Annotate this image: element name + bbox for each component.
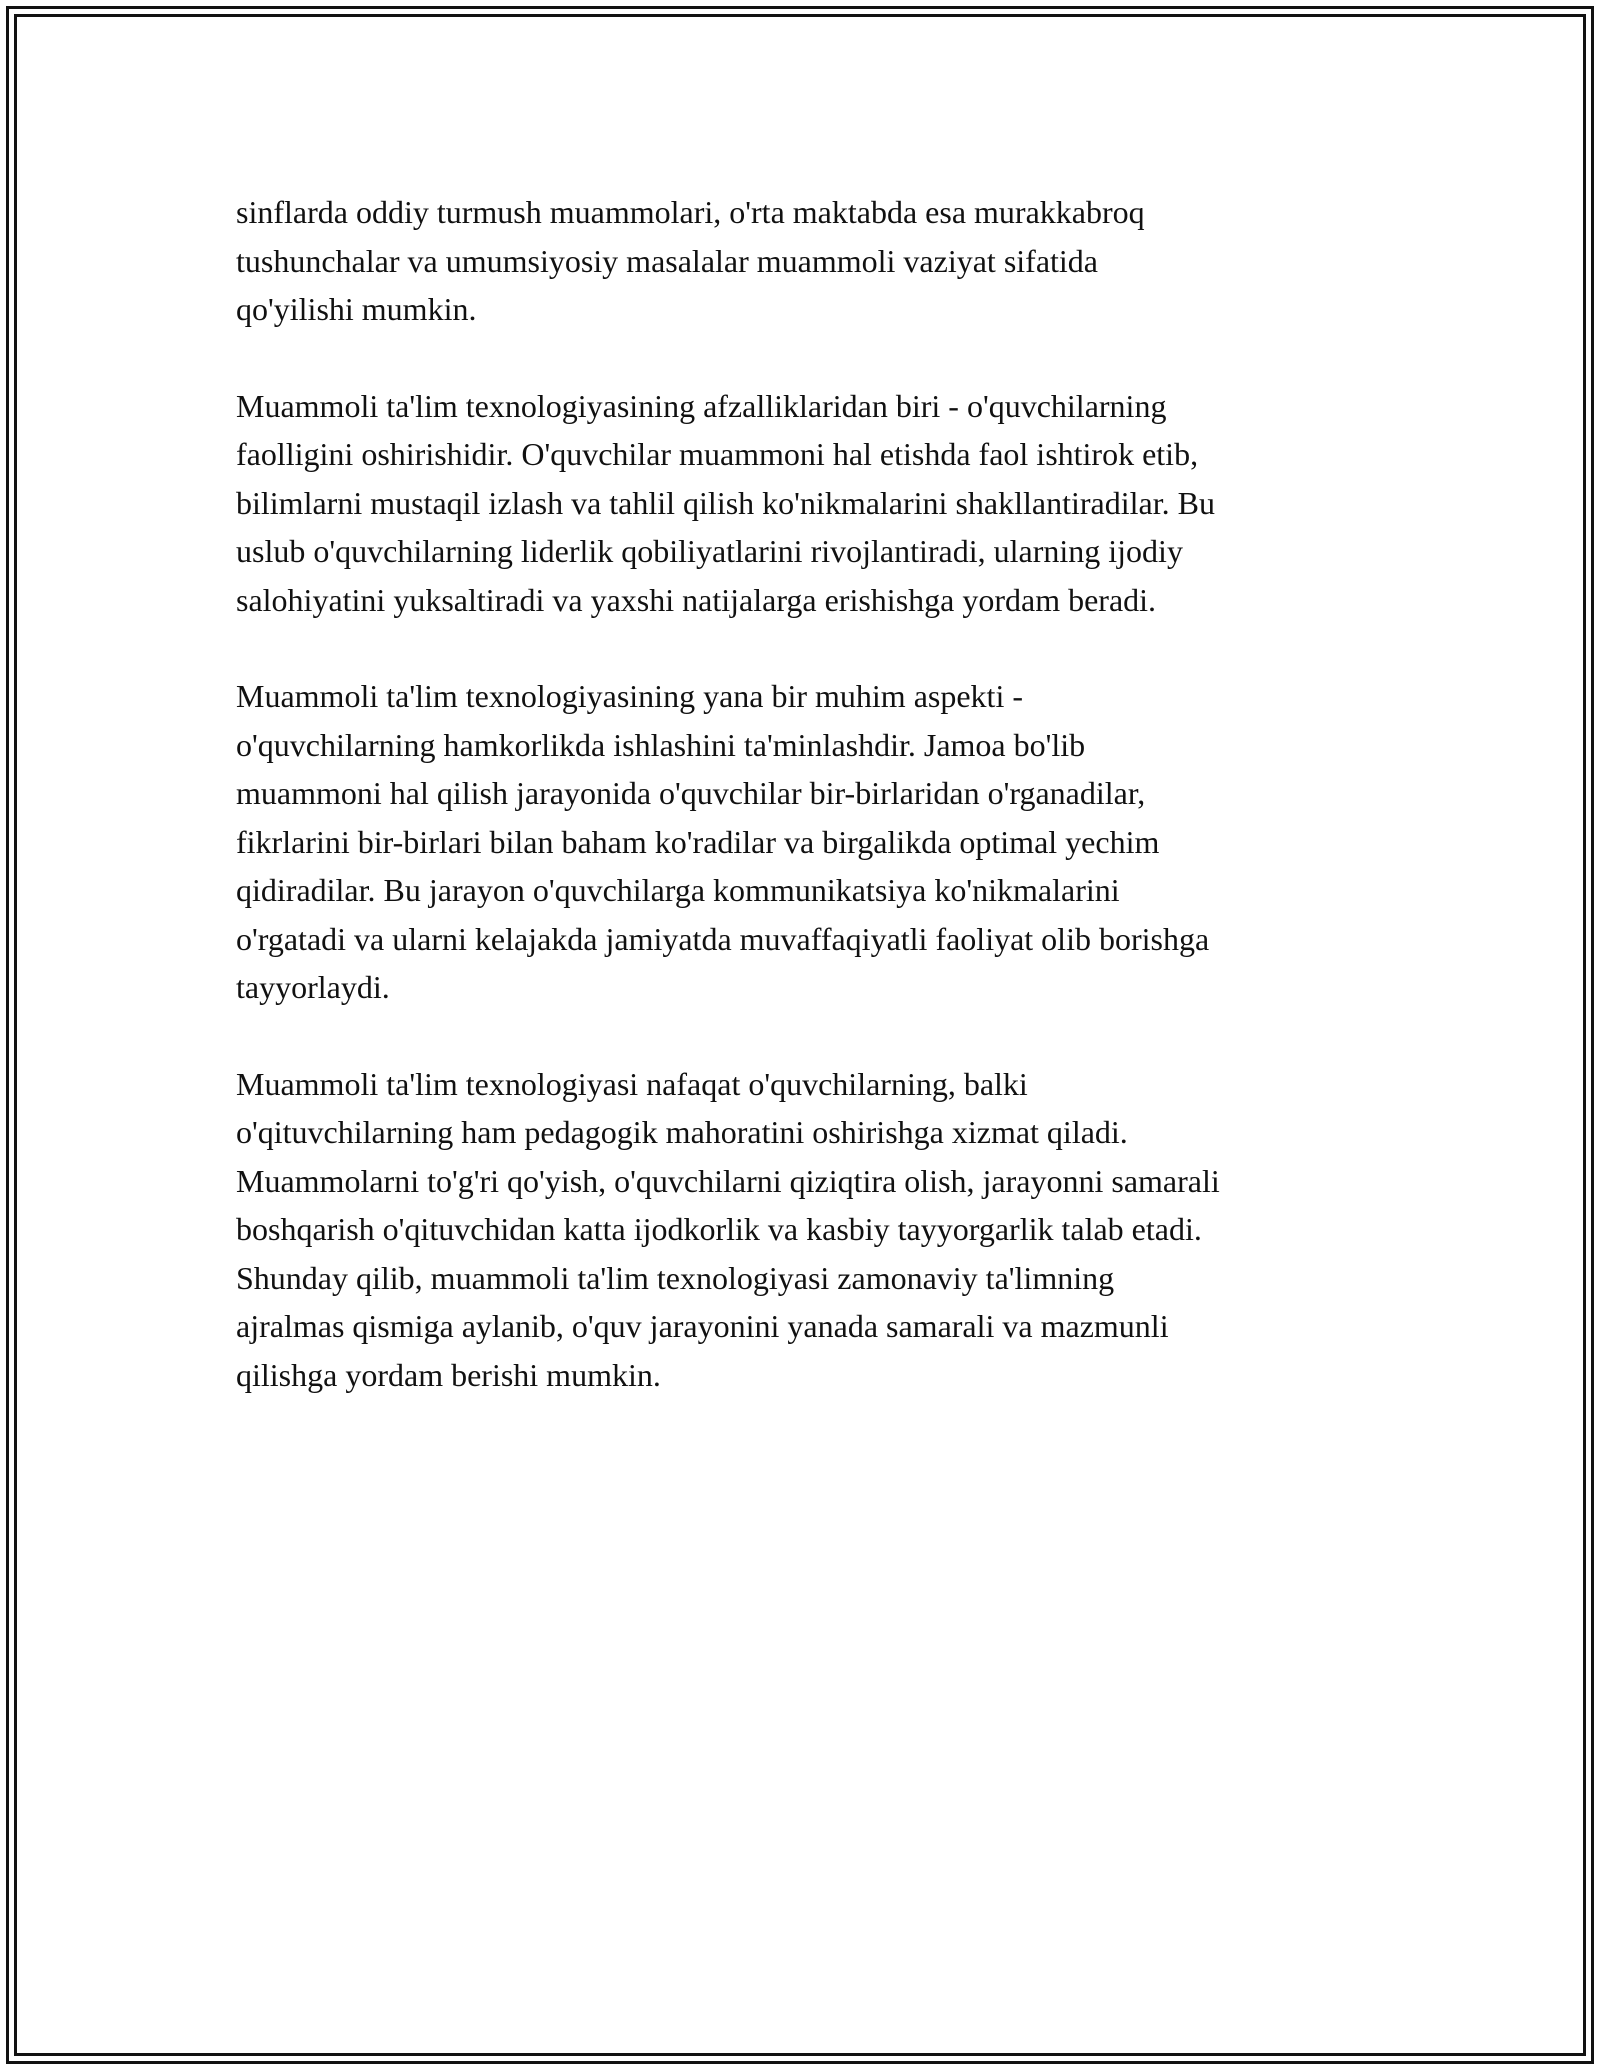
text-line: Muammoli ta'lim texnologiyasining yana bir muhim aspekti - [236,678,1023,714]
text-line: qidiradilar. Bu jarayon o'quvchilarga kommunikatsiya ko'nikmalarini [236,872,1120,908]
text-line: faolligini oshirishidir. O'quvchilar muammoni hal etishda faol ishtirok etib, [236,436,1199,472]
text-line: o'qituvchilarning ham pedagogik mahoratini oshirishga xizmat qiladi. [236,1114,1128,1150]
document-body [236,188,1366,1447]
text-line: bilimlarni mustaqil izlash va tahlil qilish ko'nikmalarini shakllantiradilar. Bu [236,484,1215,521]
text-line: ajralmas qismiga aylanib, o'quv jarayonini yanada samarali va mazmunli [236,1308,1169,1344]
text-line: o'rgatadi va ularni kelajakda jamiyatda muvaffaqiyatli faoliyat olib borishga [236,920,1210,957]
text-line: o'quvchilarning hamkorlikda ishlashini ta'minlashdir. Jamoa bo'lib [236,726,1086,763]
text-line: muammoni hal qilish jarayonida o'quvchilar bir-birlaridan o'rganadilar, [236,775,1146,811]
text-line: qilishga yordam berishi mumkin. [236,1356,661,1393]
text-line: fikrlarini bir-birlari bilan baham ko'radilar va birgalikda optimal yechim [236,823,1160,860]
paragraph-2 [236,382,1366,625]
text-line: Shunday qilib, muammoli ta'lim texnologiyasi zamonaviy ta'limning [236,1259,1115,1296]
paragraph-3 [236,672,1366,1012]
paragraph-1 [236,188,1366,334]
text-line: tushunchalar va umumsiyosiy masalalar muammoli vaziyat sifatida [236,242,1098,279]
paragraph-4 [236,1060,1366,1400]
text-line: Muammoli ta'lim texnologiyasining afzalliklaridan biri - o'quvchilarning [236,387,1167,424]
text-line: Muammolarni to'g'ri qo'yish, o'quvchilarni qiziqtira olish, jarayonni samarali [236,1162,1220,1199]
text-line: sinflarda oddiy turmush muammolari, o'rta maktabda esa murakkabroq [236,194,1145,230]
text-line: Muammoli ta'lim texnologiyasi nafaqat o'quvchilarning, balki [236,1065,1028,1102]
text-line: boshqarish o'qituvchidan katta ijodkorlik va kasbiy tayyorgarlik talab etadi. [236,1211,1202,1247]
text-line: qo'yilishi mumkin. [236,291,477,327]
text-line: uslub o'quvchilarning liderlik qobiliyatlarini rivojlantiradi, ularning ijodiy [236,533,1183,569]
text-line: salohiyatini yuksaltiradi va yaxshi natijalarga erishishga yordam beradi. [236,581,1157,618]
text-line: tayyorlaydi. [236,969,390,1005]
